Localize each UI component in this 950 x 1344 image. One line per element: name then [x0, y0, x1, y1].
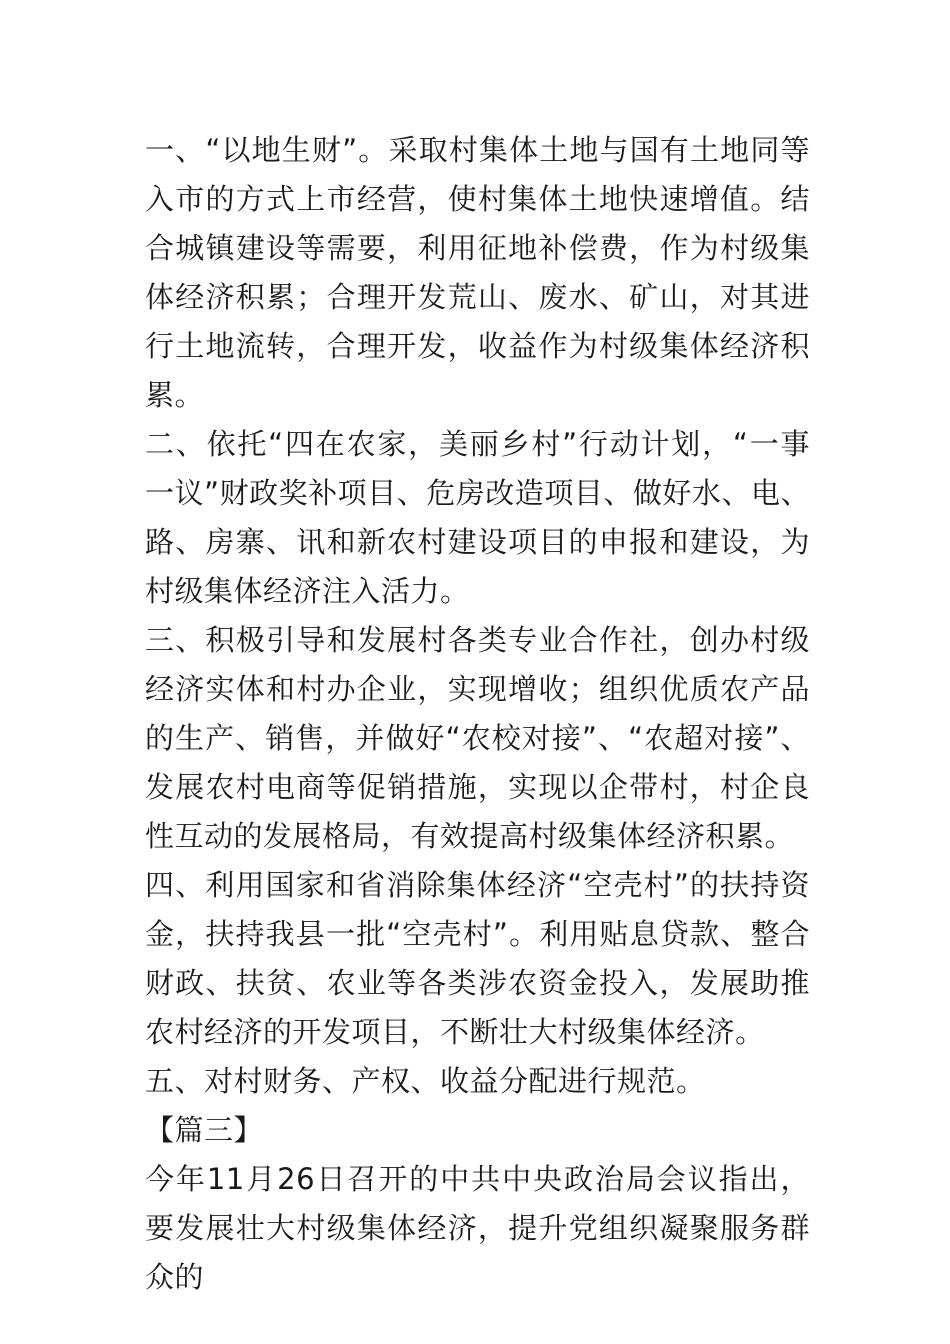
document-body	[145, 126, 810, 1302]
paragraph-one: 一、“以地生财”。采取村集体土地与国有土地同等入市的方式上市经营，使村集体土地快速增值。结合城镇建设等需要，利用征地补偿费，作为村级集体经济积累；合理开发荒山、废水、矿山，对其进行土地流转，合理开发，收益作为村级集体经济积累。	[145, 133, 810, 412]
paragraph-two: 二、依托“四在农家，美丽乡村”行动计划，“一事一议”财政奖补项目、危房改造项目、做好水、电、路、房寨、讯和新农村建设项目的申报和建设，为村级集体经济注入活力。	[145, 427, 810, 608]
paragraph-five: 五、对村财务、产权、收益分配进行规范。	[145, 1064, 706, 1098]
paragraph-section-three: 今年11月26日召开的中共中央政治局会议指出，要发展壮大村级集体经济，提升党组织凝聚服务群众的	[145, 1162, 810, 1294]
section-heading: 【篇三】	[145, 1113, 264, 1147]
paragraph-three: 三、积极引导和发展村各类专业合作社，创办村级经济实体和村办企业，实现增收；组织优质农产品的生产、销售，并做好“农校对接”、“农超对接”、发展农村电商等促销措施，实现以企带村，村企良性互动的发展格局，有效提高村级集体经济积累。	[145, 623, 810, 853]
paragraph-four: 四、利用国家和省消除集体经济“空壳村”的扶持资金，扶持我县一批“空壳村”。利用贴息贷款、整合财政、扶贫、农业等各类涉农资金投入，发展助推农村经济的开发项目，不断壮大村级集体经济。	[145, 868, 810, 1049]
